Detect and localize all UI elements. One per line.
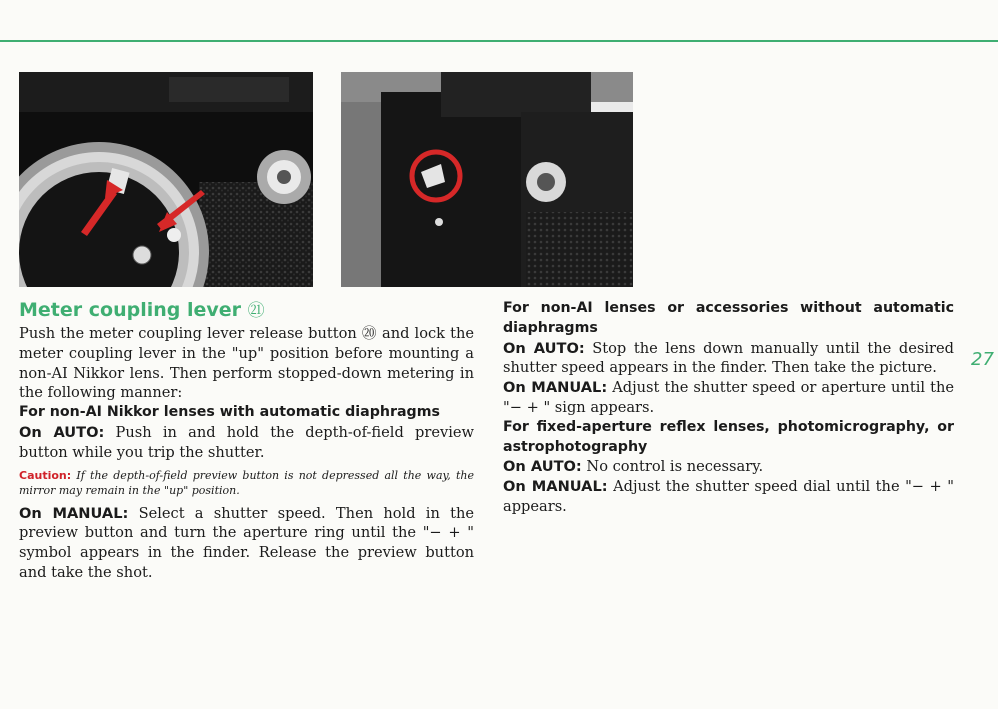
auto-text: Push in and hold the depth-of-field preview button while you trip the shutter.	[19, 423, 474, 461]
section-title	[19, 299, 474, 322]
auto-text: Stop the lens down manually until the desired shutter speed appears in the finder. Then take the picture.	[503, 339, 954, 377]
auto-instruction	[19, 423, 474, 463]
right-column	[503, 299, 954, 517]
reference-number: ㉑	[247, 301, 265, 321]
auto-text: No control is necessary.	[581, 458, 764, 476]
manual-text: Select a shutter speed. Then hold in the preview button and turn the aperture ring until the "− + " symbol appears in the finder. Release the preview button and take the shot.	[19, 504, 474, 581]
camera-mount-photo	[19, 72, 313, 287]
subhead-without-automatic: For non-AI lenses or accessories without automatic diaphragms	[503, 300, 954, 336]
subhead-fixed-aperture: For fixed-aperture reflex lenses, photomicrography, or astrophotography	[503, 418, 954, 455]
caution-label: Caution:	[19, 468, 72, 482]
manual-label: On MANUAL:	[19, 504, 129, 522]
intro-paragraph: Push the meter coupling lever release button ⑳ and lock the meter coupling lever in the "up" position before mounting a non-AI Nikkor lens. Then perform stopped-down metering in the following manner:	[19, 325, 474, 402]
manual-text: Adjust the shutter speed or aperture until the "− + " sign appears.	[503, 379, 954, 416]
auto-instruction-2	[503, 457, 954, 477]
subhead-automatic-diaphragms: For non-AI Nikkor lenses with automatic diaphragms	[19, 404, 440, 421]
manual-text: Adjust the shutter speed dial until the "− + " appears.	[503, 478, 954, 515]
auto-label: On AUTO:	[503, 339, 585, 357]
caution-note	[19, 468, 474, 498]
caution-text: If the depth-of-field preview button is not depressed all the way, the mirror may remain in the "up" position.	[19, 468, 474, 497]
camera-side-photo	[341, 72, 633, 287]
auto-instruction-1	[503, 339, 954, 379]
left-column	[19, 299, 474, 583]
manual-instruction	[19, 504, 474, 583]
manual-label: On MANUAL:	[503, 478, 608, 496]
manual-instruction-2	[503, 477, 954, 517]
page-number: 27	[971, 349, 994, 370]
section-title-text: Meter coupling lever	[19, 299, 241, 321]
manual-label: On MANUAL:	[503, 379, 608, 397]
top-rule	[0, 40, 998, 42]
manual-instruction-1	[503, 378, 954, 418]
auto-label: On AUTO:	[19, 423, 105, 441]
auto-label: On AUTO:	[503, 458, 582, 476]
